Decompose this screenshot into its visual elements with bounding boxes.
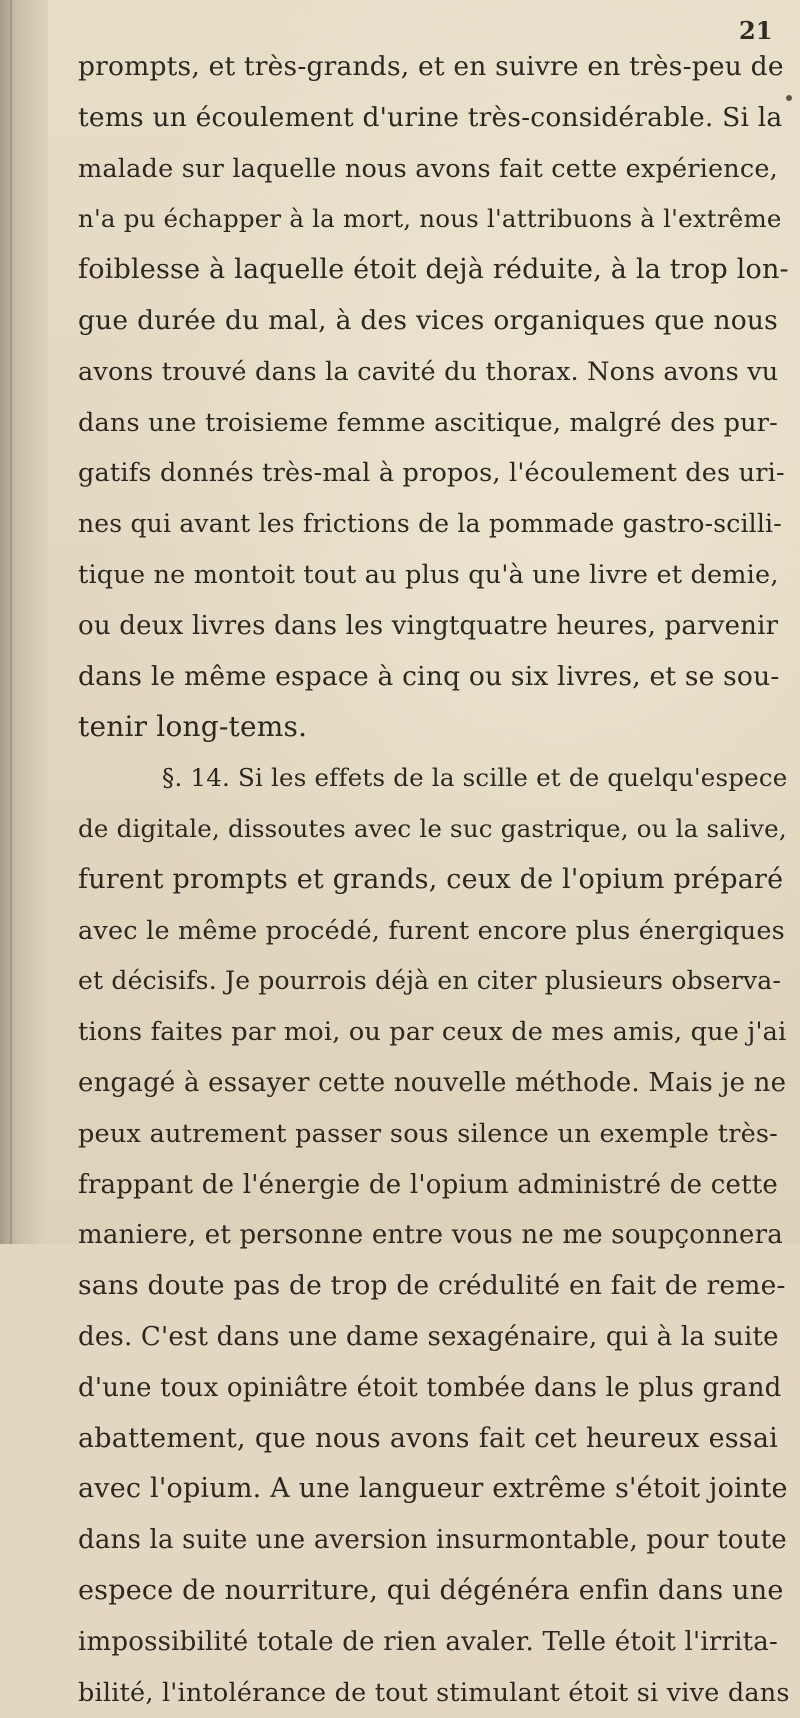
text-line: dans une troisieme femme ascitique, malgré des pur- xyxy=(78,398,778,449)
ink-spot xyxy=(786,95,792,101)
text-line: malade sur laquelle nous avons fait cette expérience, xyxy=(78,144,778,195)
text-line: avec le même procédé, furent encore plus énergiques xyxy=(78,906,778,957)
text-line: gue durée du mal, à des vices organiques que nous xyxy=(78,296,778,347)
text-line: maniere, et personne entre vous ne me soupçonnera xyxy=(78,1210,778,1261)
page-binding-edge xyxy=(0,0,48,1244)
text-line: dans la suite une aversion insurmontable, pour toute xyxy=(78,1515,778,1566)
text-line: prompts, et très-grands, et en suivre en très-peu de xyxy=(78,42,778,93)
text-line: sans doute pas de trop de crédulité en fait de reme- xyxy=(78,1261,778,1312)
text-line: nes qui avant les frictions de la pommade gastro-scilli- xyxy=(78,499,778,550)
text-line: foiblesse à laquelle étoit dejà réduite, à la trop lon- xyxy=(78,245,778,296)
binding-shadow-line xyxy=(10,0,12,1244)
text-line: d'une toux opiniâtre étoit tombée dans le plus grand xyxy=(78,1363,778,1414)
text-line: dans le même espace à cinq ou six livres, et se sou- xyxy=(78,652,778,703)
text-line: tions faites par moi, ou par ceux de mes amis, que j'ai xyxy=(78,1007,778,1058)
text-line: frappant de l'énergie de l'opium administré de cette xyxy=(78,1160,778,1211)
text-line: espece de nourriture, qui dégénéra enfin dans une xyxy=(78,1566,778,1617)
text-line: n'a pu échapper à la mort, nous l'attribuons à l'extrême xyxy=(78,194,778,245)
text-line: tems un écoulement d'urine très-considérable. Si la xyxy=(78,93,778,144)
text-line: avons trouvé dans la cavité du thorax. Nons avons vu xyxy=(78,347,778,398)
text-line: engagé à essayer cette nouvelle méthode. Mais je ne xyxy=(78,1058,778,1109)
text-line: avec l'opium. A une langueur extrême s'étoit jointe xyxy=(78,1464,778,1515)
page-number: 21 xyxy=(739,16,772,45)
section-14-heading-line: §. 14. Si les effets de la scille et de quelqu'espece xyxy=(78,753,778,804)
text-line: furent prompts et grands, ceux de l'opium préparé xyxy=(78,855,778,906)
text-line: abattement, que nous avons fait cet heureux essai xyxy=(78,1414,778,1465)
text-line: peux autrement passer sous silence un exemple très- xyxy=(78,1109,778,1160)
text-line: de digitale, dissoutes avec le suc gastrique, ou la salive, xyxy=(78,804,778,855)
text-line: gatifs donnés très-mal à propos, l'écoulement des uri- xyxy=(78,448,778,499)
text-line: des. C'est dans une dame sexagénaire, qui à la suite xyxy=(78,1312,778,1363)
text-line: ou deux livres dans les vingtquatre heures, parvenir xyxy=(78,601,778,652)
text-line-paragraph-end: tenir long-tems. xyxy=(78,702,778,753)
text-line: et décisifs. Je pourrois déjà en citer plusieurs observa- xyxy=(78,956,778,1007)
body-text xyxy=(78,42,778,1718)
text-line: impossibilité totale de rien avaler. Telle étoit l'irrita- xyxy=(78,1617,778,1668)
text-line: bilité, l'intolérance de tout stimulant étoit si vive dans xyxy=(78,1668,778,1718)
text-line: tique ne montoit tout au plus qu'à une livre et demie, xyxy=(78,550,778,601)
